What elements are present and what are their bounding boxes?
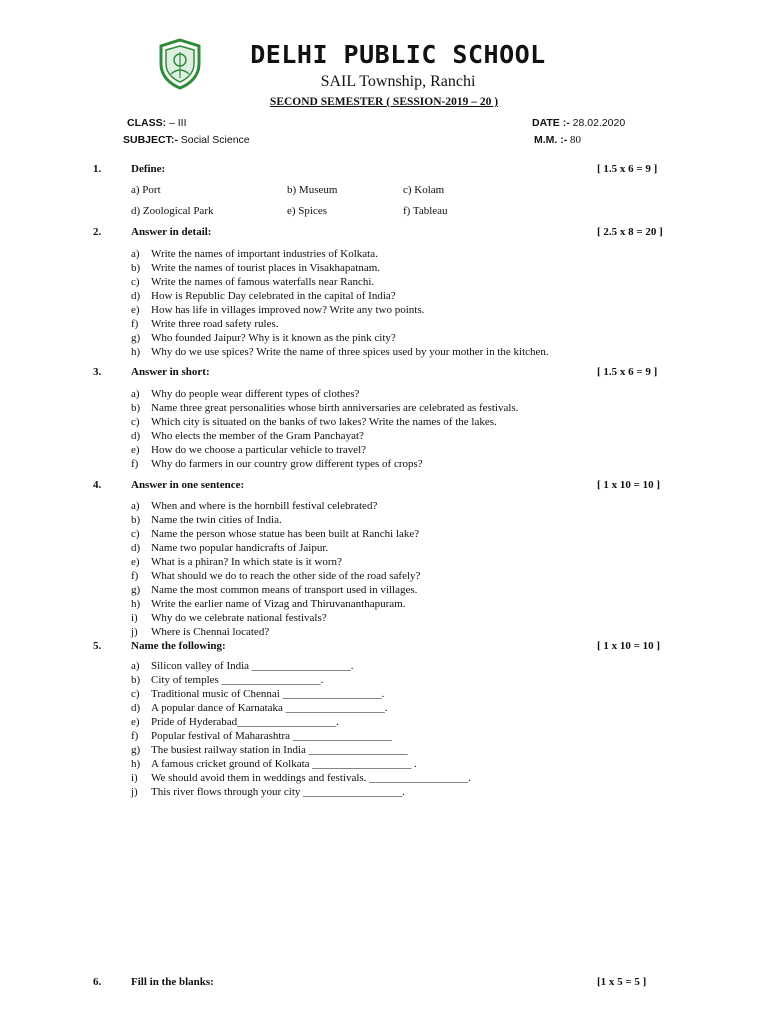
item-letter: b) [131,674,141,686]
question-marks: [1 x 5 = 5 ] [597,976,647,988]
class-info [127,117,187,129]
question-title: Answer in short: [131,366,210,378]
list-item [131,499,420,513]
item-text: Name the most common means of transport used in villages. [151,584,418,596]
list-item [131,331,549,345]
item-letter: d) [131,290,141,302]
item-text: Write the earlier name of Vizag and Thiruvananthapuram. [151,598,406,610]
max-marks-value: 80 [567,134,581,146]
item-letter: e) [131,304,140,316]
list-item [131,261,549,275]
item-letter: e) [131,444,140,456]
list-item [131,317,549,331]
item-text: Which city is situated on the banks of two lakes? Write the names of the lakes. [151,416,497,428]
item-letter: b) [131,262,141,274]
item-text: Write the names of important industries of Kolkata. [151,248,378,260]
list-item [131,457,518,471]
question-items [131,247,549,359]
item-letter: e) [131,556,140,568]
term: d) Zoological Park [131,205,214,217]
question-number: 4. [93,479,102,491]
date-label: DATE :- [532,117,570,129]
item-text: How is Republic Day celebrated in the capital of India? [151,290,396,302]
item-text: Why do farmers in our country grow different types of crops? [151,458,423,470]
school-location: SAIL Township, Ranchi [320,73,476,90]
item-letter: i) [131,612,138,624]
item-letter: i) [131,772,138,784]
item-text: The busiest railway station in India __________________ [151,744,408,756]
list-item [131,345,549,359]
item-letter: g) [131,584,141,596]
item-letter: e) [131,716,140,728]
item-text: We should avoid them in weddings and festivals. __________________. [151,772,471,784]
question-title: Answer in detail: [131,226,212,238]
item-text: Popular festival of Maharashtra __________________ [151,730,392,742]
term: a) Port [131,184,161,196]
list-item [131,715,471,729]
question-items [131,659,471,799]
term: c) Kolam [403,184,445,196]
list-item [131,659,471,673]
item-text: A famous cricket ground of Kolkata __________________ . [151,758,417,770]
question-items [131,387,518,471]
item-letter: f) [131,458,139,470]
item-text: When and where is the hornbill festival celebrated? [151,500,378,512]
list-item [131,443,518,457]
item-letter: f) [131,730,139,742]
item-letter: b) [131,402,141,414]
item-letter: d) [131,702,141,714]
question-number: 2. [93,226,102,238]
item-text: Write the names of tourist places in Visakhapatnam. [151,262,381,274]
question-items [131,499,420,639]
item-text: City of temples __________________. [151,674,324,686]
subject-info [123,134,250,146]
item-letter: g) [131,332,141,344]
list-item [131,275,549,289]
item-text: What is a phiran? In which state is it worn? [151,556,342,568]
item-letter: a) [131,500,140,512]
question-marks: [ 2.5 x 8 = 20 ] [597,226,663,238]
item-text: Why do we use spices? Write the name of three spices used by your mother in the kitchen. [151,346,549,358]
list-item [131,387,518,401]
question-marks: [ 1 x 10 = 10 ] [597,479,661,491]
item-text: A popular dance of Karnataka __________________. [151,702,388,714]
item-text: Write three road safety rules. [151,318,279,330]
semester-title: SECOND SEMESTER ( SESSION-2019 – 20 ) [269,96,499,108]
item-letter: f) [131,570,139,582]
class-label: CLASS: [127,117,167,129]
item-letter: h) [131,346,141,358]
class-value: – III [166,117,187,129]
item-letter: d) [131,430,141,442]
question-title: Define: [131,163,166,175]
item-letter: a) [131,660,140,672]
list-item [131,583,420,597]
list-item [131,743,471,757]
max-marks-label: M.M. :- [534,134,568,146]
item-letter: c) [131,688,140,700]
question-marks: [ 1.5 x 6 = 9 ] [597,366,658,378]
question-title: Name the following: [131,640,226,652]
item-letter: c) [131,416,140,428]
list-item [131,429,518,443]
school-name: DELHI PUBLIC SCHOOL [250,40,546,69]
list-item [131,625,420,639]
question-number: 1. [93,163,102,175]
question-number: 3. [93,366,102,378]
item-letter: j) [131,786,138,798]
list-item [131,687,471,701]
list-item [131,729,471,743]
item-letter: b) [131,514,141,526]
list-item [131,303,549,317]
item-text: Name the person whose statue has been built at Ranchi lake? [151,528,420,540]
item-text: How do we choose a particular vehicle to travel? [151,444,367,456]
subject-value: Social Science [177,134,250,146]
item-letter: h) [131,758,141,770]
item-text: Traditional music of Chennai __________________. [151,688,385,700]
item-letter: j) [131,626,138,638]
item-letter: a) [131,388,140,400]
item-text: Name the twin cities of India. [151,514,282,526]
item-letter: f) [131,318,139,330]
subject-label: SUBJECT:- [123,134,178,146]
question-number: 6. [93,976,102,988]
item-letter: g) [131,744,141,756]
item-text: Silicon valley of India __________________. [151,660,354,672]
date-value: 28.02.2020 [569,117,626,129]
list-item [131,701,471,715]
max-marks-info [534,134,581,146]
item-text: Write the names of famous waterfalls near Ranchi. [151,276,375,288]
date-info [532,117,625,129]
question-number: 5. [93,640,102,652]
question-marks: [ 1 x 10 = 10 ] [597,640,661,652]
item-text: Where is Chennai located? [151,626,270,638]
question-title: Answer in one sentence: [131,479,245,491]
item-text: Why do people wear different types of clothes? [151,388,360,400]
item-letter: c) [131,528,140,540]
list-item [131,401,518,415]
item-text: Who founded Jaipur? Why is it known as the pink city? [151,332,396,344]
item-letter: c) [131,276,140,288]
list-item [131,555,420,569]
list-item [131,289,549,303]
term: e) Spices [287,205,328,217]
item-text: Name two popular handicrafts of Jaipur. [151,542,329,554]
list-item [131,611,420,625]
list-item [131,771,471,785]
list-item [131,541,420,555]
item-letter: a) [131,248,140,260]
list-item [131,247,549,261]
list-item [131,785,471,799]
item-text: This river flows through your city __________________. [151,786,405,798]
item-letter: h) [131,598,141,610]
list-item [131,597,420,611]
list-item [131,415,518,429]
term: f) Tableau [403,205,448,217]
list-item [131,513,420,527]
term: b) Museum [287,184,338,196]
list-item [131,673,471,687]
item-letter: d) [131,542,141,554]
list-item [131,569,420,583]
item-text: Pride of Hyderabad__________________. [151,716,339,728]
list-item [131,757,471,771]
item-text: Who elects the member of the Gram Panchayat? [151,430,364,442]
item-text: Why do we celebrate national festivals? [151,612,327,624]
question-title: Fill in the blanks: [131,976,214,988]
item-text: Name three great personalities whose birth anniversaries are celebrated as festivals. [151,402,519,414]
list-item [131,527,420,541]
question-marks: [ 1.5 x 6 = 9 ] [597,163,658,175]
item-text: How has life in villages improved now? Write any two points. [151,304,425,316]
item-text: What should we do to reach the other side of the road safely? [151,570,421,582]
